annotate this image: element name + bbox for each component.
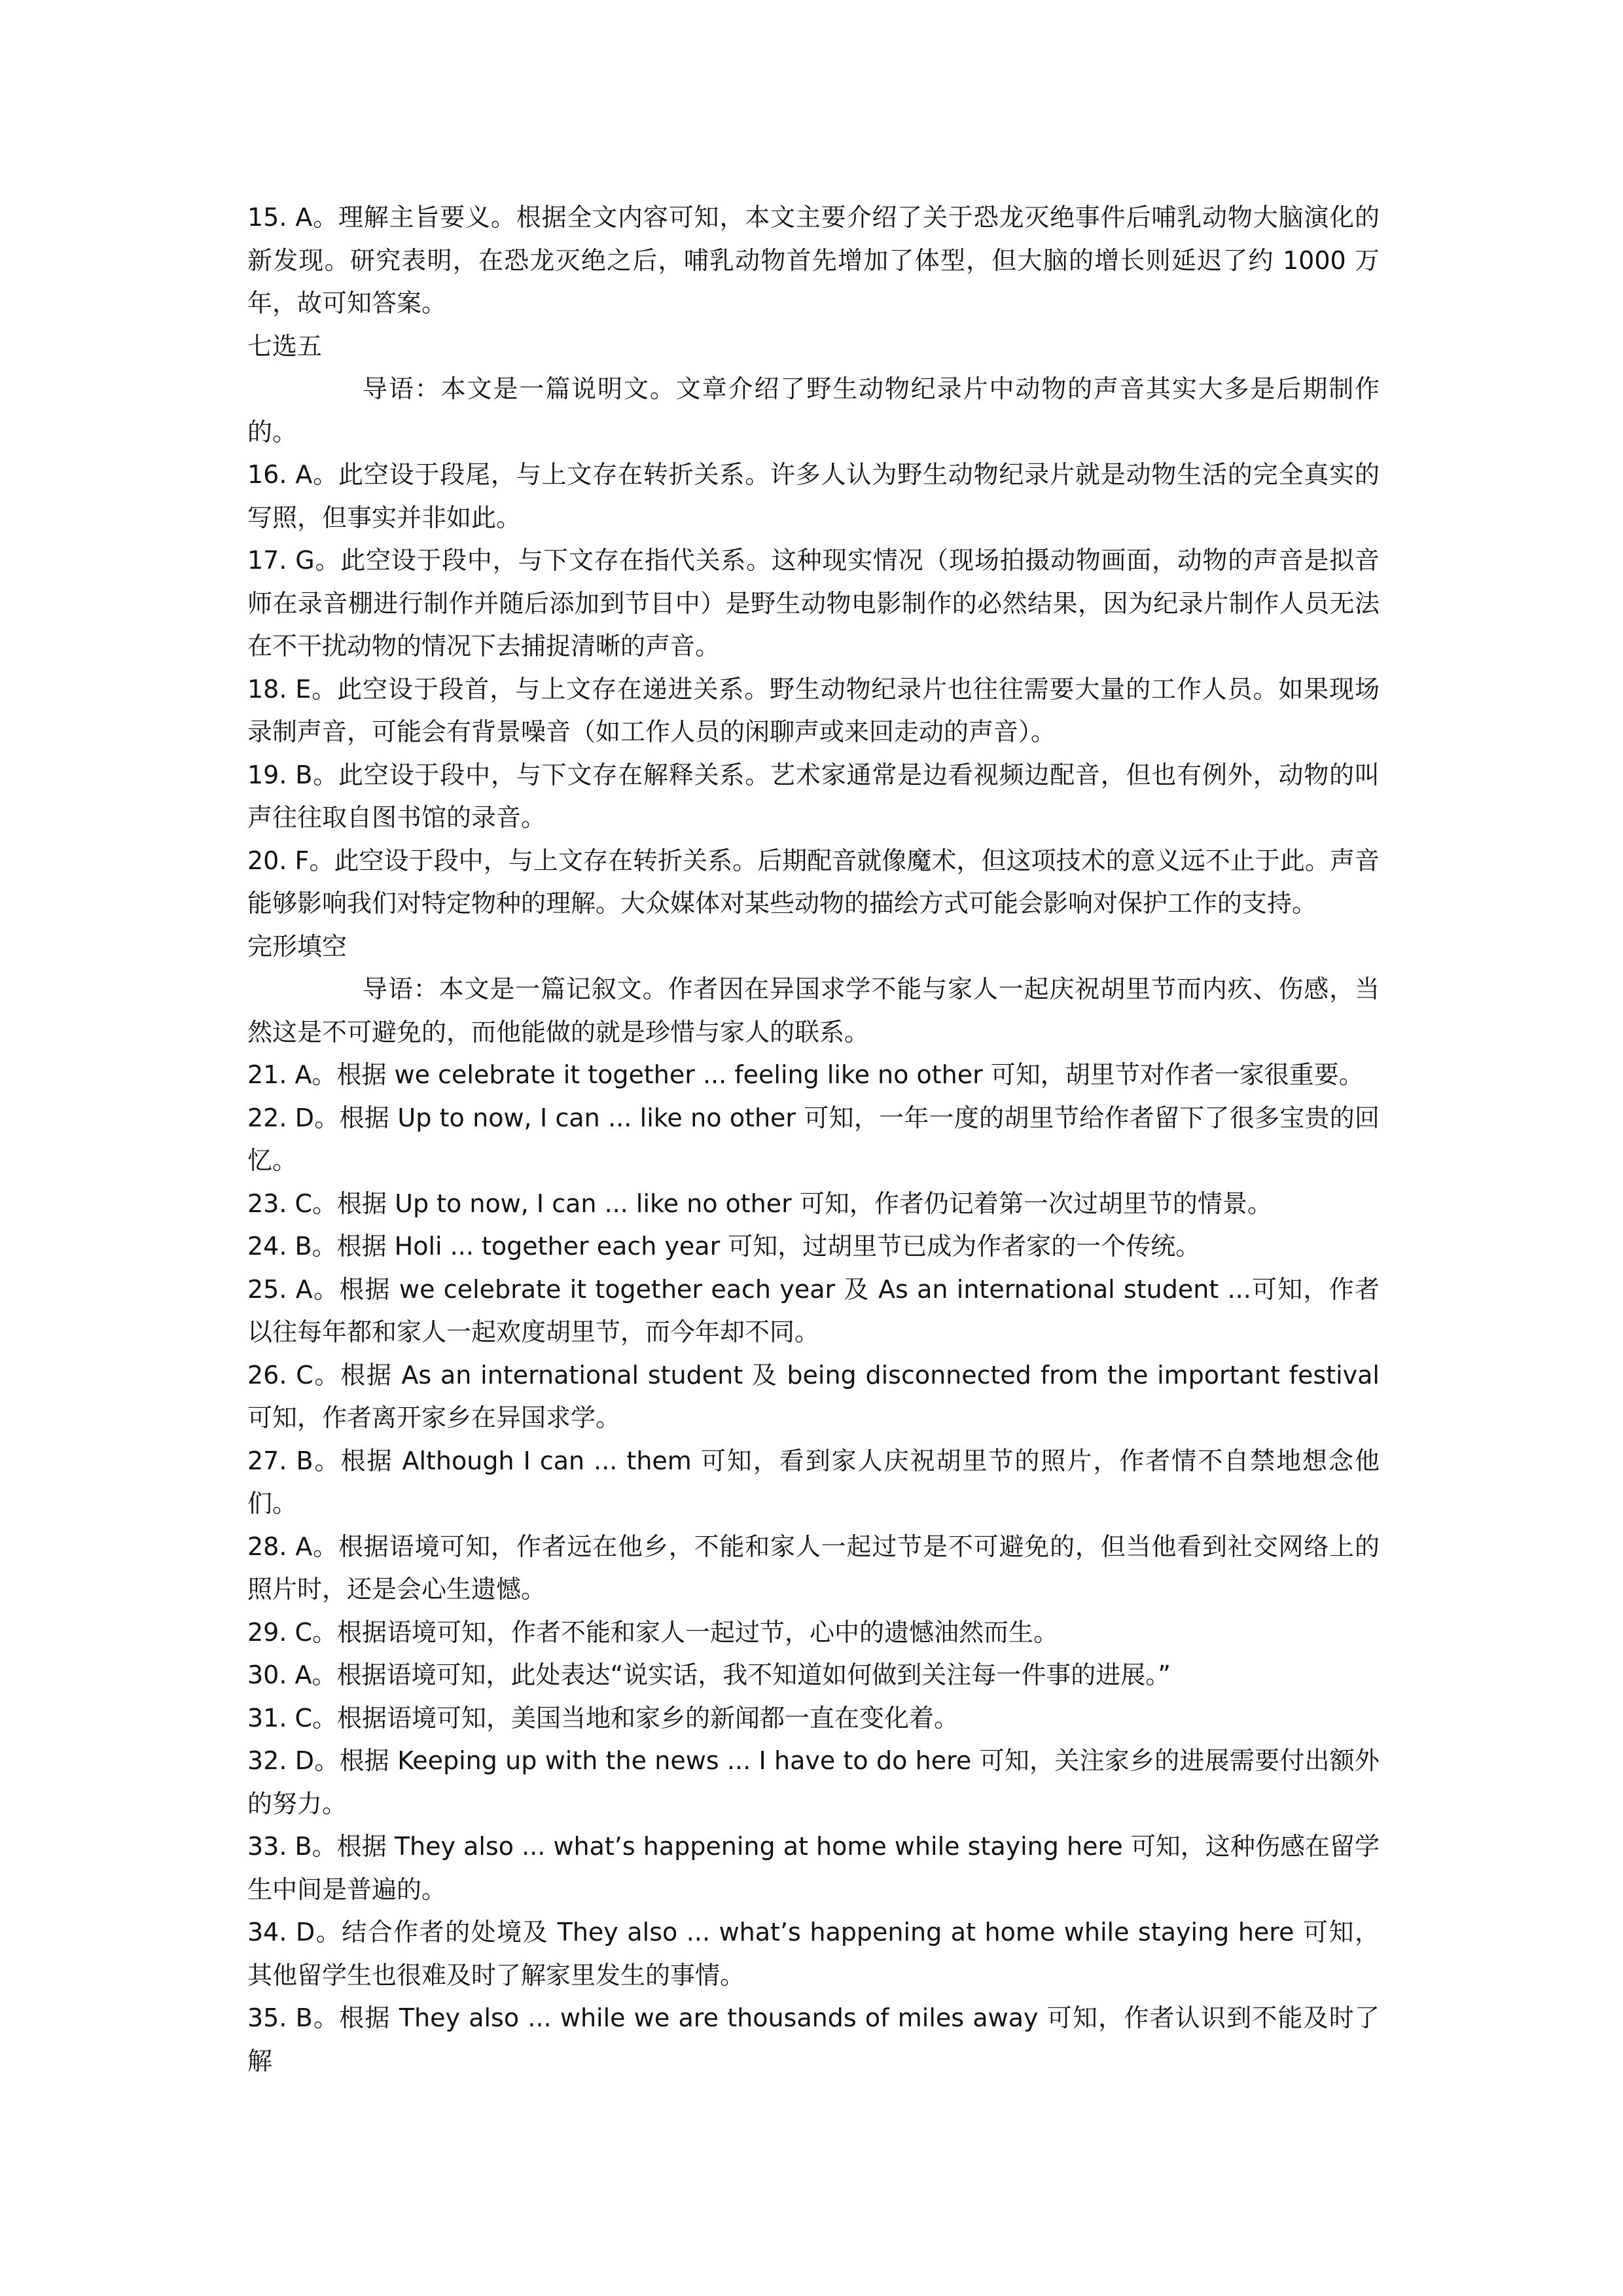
answer-21: 21. A。根据 we celebrate it together ... feeling like no other 可知，胡里节对作者一家很重要。 (247, 1060, 1364, 1089)
answer-35: 35. B。根据 They also ... while we are thousands of miles away 可知，作者认识到不能及时了解 (247, 2003, 1380, 2075)
section-heading-seven-choose-five: 七选五 (247, 331, 323, 361)
document-page (247, 196, 1380, 2083)
answer-28: 28. A。根据语境可知，作者远在他乡，不能和家人一起过节是不可避免的，但当他看到社交网络上的照片时，还是会心生遗憾。 (247, 1532, 1380, 1604)
answer-29: 29. C。根据语境可知，作者不能和家人一起过节，心中的遗憾油然而生。 (247, 1617, 1059, 1647)
answer-30: 30. A。根据语境可知，此处表达“说实话，我不知道如何做到关注每一件事的进展。” (247, 1660, 1171, 1689)
answer-20: 20. F。此空设于段中，与上文存在转折关系。后期配音就像魔术，但这项技术的意义远不止于此。声音能够影响我们对特定物种的理解。大众媒体对某些动物的描绘方式可能会影响对保护工作的支持。 (247, 846, 1380, 918)
answer-19: 19. B。此空设于段中，与下文存在解释关系。艺术家通常是边看视频边配音，但也有例外，动物的叫声往往取自图书馆的录音。 (247, 760, 1380, 832)
answer-34: 34. D。结合作者的处境及 They also ... what’s happening at home while staying here 可知，其他留学生也很难及时了解家里发生的事情。 (247, 1918, 1380, 1990)
answer-17: 17. G。此空设于段中，与下文存在指代关系。这种现实情况（现场拍摄动物画面，动物的声音是拟音师在录音棚进行制作并随后添加到节目中）是野生动物电影制作的必然结果，因为纪录片制作人员无法在不干扰动物的情况下去捕捉清晰的声音。 (247, 546, 1380, 660)
answer-15: 15. A。理解主旨要义。根据全文内容可知，本文主要介绍了关于恐龙灭绝事件后哺乳动物大脑演化的新发现。研究表明，在恐龙灭绝之后，哺乳动物首先增加了体型，但大脑的增长则延迟了约 1000 万年，故可知答案。 (247, 203, 1380, 317)
answer-25: 25. A。根据 we celebrate it together each year 及 As an international student ...可知，作者以往每年都和家人一起欢度胡里节，而今年却不同。 (247, 1274, 1380, 1346)
intro-cloze: 导语：本文是一篇记叙文。作者因在异国求学不能与家人一起庆祝胡里节而内疚、伤感，当然这是不可避免的，而他能做的就是珍惜与家人的联系。 (247, 975, 1380, 1047)
answer-23: 23. C。根据 Up to now, I can ... like no other 可知，作者仍记着第一次过胡里节的情景。 (247, 1189, 1272, 1218)
answer-26: 26. C。根据 As an international student 及 being disconnected from the important festival 可知，作者离开家乡在异国求学。 (247, 1360, 1380, 1432)
answer-33: 33. B。根据 They also ... what’s happening at home while staying here 可知，这种伤感在留学生中间是普遍的。 (247, 1832, 1380, 1904)
section-heading-cloze: 完形填空 (247, 931, 348, 961)
answer-27: 27. B。根据 Although I can ... them 可知，看到家人庆祝胡里节的照片，作者情不自禁地想念他们。 (247, 1446, 1380, 1518)
answer-22: 22. D。根据 Up to now, I can ... like no other 可知，一年一度的胡里节给作者留下了很多宝贵的回忆。 (247, 1103, 1380, 1175)
answer-32: 32. D。根据 Keeping up with the news ... I have to do here 可知，关注家乡的进展需要付出额外的努力。 (247, 1746, 1380, 1818)
intro-seven-choose-five: 导语：本文是一篇说明文。文章介绍了野生动物纪录片中动物的声音其实大多是后期制作的。 (247, 374, 1380, 446)
answer-18: 18. E。此空设于段首，与上文存在递进关系。野生动物纪录片也往往需要大量的工作人员。如果现场录制声音，可能会有背景噪音（如工作人员的闲聊声或来回走动的声音）。 (247, 674, 1380, 746)
answer-31: 31. C。根据语境可知，美国当地和家乡的新闻都一直在变化着。 (247, 1703, 959, 1732)
answer-16: 16. A。此空设于段尾，与上文存在转折关系。许多人认为野生动物纪录片就是动物生活的完全真实的写照，但事实并非如此。 (247, 460, 1380, 532)
answer-24: 24. B。根据 Holi ... together each year 可知，过胡里节已成为作者家的一个传统。 (247, 1232, 1201, 1261)
